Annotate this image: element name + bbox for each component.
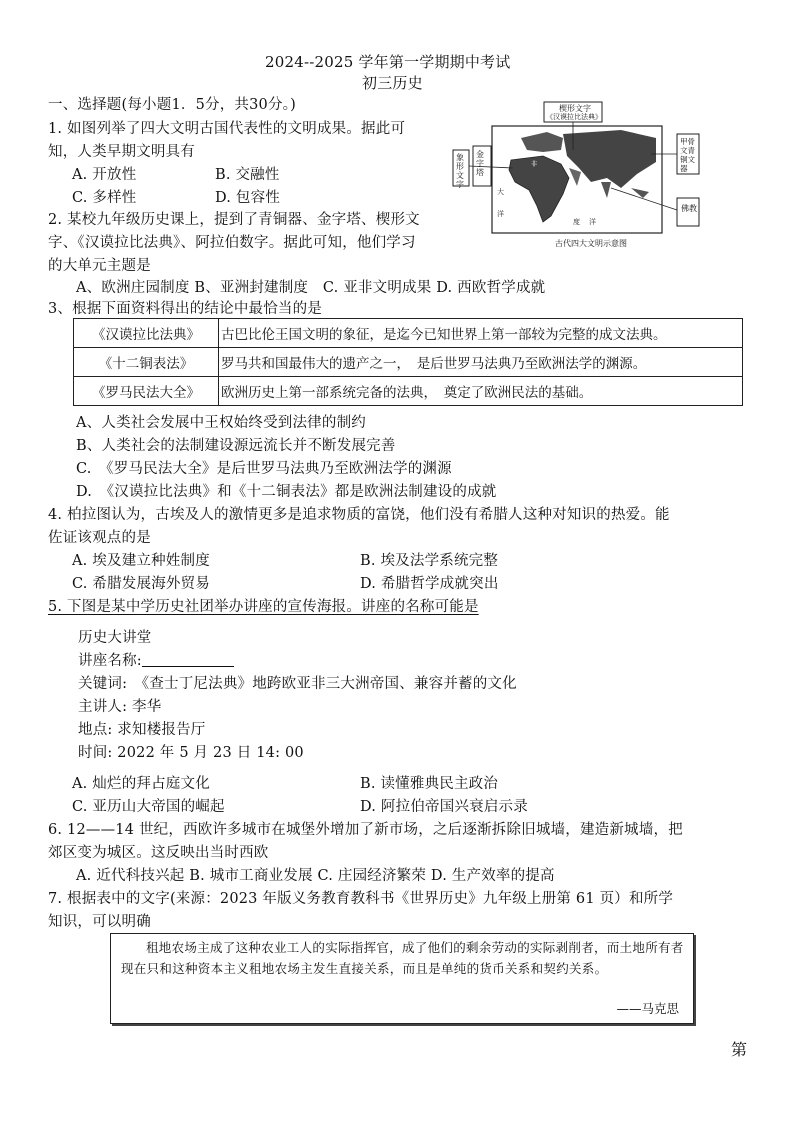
q4-option-b: B. 埃及法学系统完整 — [360, 553, 499, 569]
q1-option-a: A. 开放性 — [72, 167, 137, 183]
page-mark: 第 — [731, 1040, 748, 1059]
q3-stem: 3、根据下面资料得出的结论中最恰当的是 — [48, 301, 323, 317]
table-row — [74, 348, 743, 377]
q5-option-c: C. 亚历山大帝国的崛起 — [72, 799, 225, 815]
table-row — [74, 377, 743, 406]
q4-option-c: C. 希腊发展海外贸易 — [72, 576, 210, 592]
q5-option-a: A. 灿烂的拜占庭文化 — [72, 776, 210, 792]
table-row — [74, 319, 743, 348]
q4-line2: 佐证该观点的是 — [48, 530, 151, 546]
svg-text:大: 大 — [497, 188, 504, 196]
map-label-buddhism: 佛教 — [681, 204, 697, 213]
q2-line1: 2. 某校九年级历史课上，提到了青铜器、金字塔、楔形文 — [48, 212, 420, 228]
q1-option-b: B. 交融性 — [215, 167, 280, 183]
law-desc: 欧洲历史上第一部系统完备的法典， 奠定了欧洲民法的基础。 — [219, 377, 743, 406]
svg-text:洋: 洋 — [497, 210, 504, 218]
law-name: 《罗马民法大全》 — [74, 377, 219, 406]
q4-line1: 4. 柏拉图认为，古埃及人的激情更多是追求物质的富饶，他们没有希腊人这种对知识的热爱。能 — [48, 507, 670, 523]
q7-line1: 7. 根据表中的文字(来源：2023 年版义务教育教科书《世界历史》九年级上册第 61 页）和所学 — [48, 891, 674, 907]
q1-option-c: C. 多样性 — [72, 190, 137, 206]
map-label-hieroglyph: 象形文字 — [456, 153, 464, 189]
quote-source: ——马克思 — [616, 1001, 679, 1016]
q2-line3: 的大单元主题是 — [48, 258, 151, 274]
section-heading: 一、选择题(每小题1．5分，共30分。) — [48, 97, 296, 113]
map-caption: 古代四大文明示意图 — [555, 239, 627, 248]
q3-option-d: D. 《汉谟拉比法典》和《十二铜表法》都是欧洲法制建设的成就 — [76, 484, 497, 500]
q7-line2: 知识，可以明确 — [48, 914, 151, 930]
exam-subject: 初三历史 — [362, 74, 423, 92]
q6-line2: 郊区变为城区。这反映出当时西欧 — [48, 845, 269, 861]
q4-option-a: A. 埃及建立种姓制度 — [72, 553, 210, 569]
q1-option-d: D. 包容性 — [215, 190, 281, 206]
svg-text:洋: 洋 — [589, 218, 596, 226]
laws-table — [73, 318, 743, 406]
q3-option-b: B、人类社会的法制建设源远流长并不断发展完善 — [76, 438, 396, 454]
map-label-cuneiform: 楔形文字 — [559, 104, 591, 113]
q5-option-d: D. 阿拉伯帝国兴衰启示录 — [360, 799, 528, 815]
law-name: 《十二铜表法》 — [74, 348, 219, 377]
exam-title: 2024--2025 学年第一学期期中考试 — [265, 53, 511, 71]
marx-quote-box — [110, 933, 694, 1024]
poster-name-row — [78, 651, 234, 671]
world-map-figure — [451, 98, 701, 258]
map-label-hammurabi: 《汉谟拉比法典》 — [546, 113, 602, 121]
q6-line1: 6. 12——14 世纪，西欧许多城市在城堡外增加了新市场，之后逐渐拆除旧城墙，建造新城墙，把 — [48, 822, 683, 838]
q1-line1: 1. 如图列举了四大文明古国代表性的文明成果。据此可 — [48, 121, 406, 137]
q2-line2: 字、《汉谟拉比法典》、阿拉伯数字。据此可知，他们学习 — [48, 235, 416, 251]
poster-name-label: 讲座名称: — [78, 653, 142, 669]
q5-option-b: B. 读懂雅典民主政治 — [360, 776, 499, 792]
ancient-civilizations-map — [451, 98, 701, 258]
poster-name-blank — [142, 652, 234, 667]
poster-title: 历史大讲堂 — [78, 630, 152, 646]
map-label-oracle-bronze: 甲骨文青铜文器 — [680, 137, 695, 173]
q5-stem: 5. 下图是某中学历史社团举办讲座的宣传海报。讲座的名称可能是 — [48, 599, 479, 615]
poster-place: 地点: 求知楼报告厅 — [78, 722, 206, 738]
law-desc: 古巴比伦王国文明的象征，是迄今已知世界上第一部较为完整的成文法典。 — [219, 319, 743, 348]
q6-options: A. 近代科技兴起 B. 城市工商业发展 C. 庄园经济繁荣 D. 生产效率的提高 — [76, 868, 555, 884]
q4-option-d: D. 希腊哲学成就突出 — [360, 576, 499, 592]
q1-line2: 知，人类早期文明具有 — [48, 144, 195, 160]
poster-speaker: 主讲人: 李华 — [78, 699, 162, 715]
law-name: 《汉谟拉比法典》 — [74, 319, 219, 348]
poster-time: 时间: 2022 年 5 月 23 日 14: 00 — [78, 745, 304, 761]
law-desc: 罗马共和国最伟大的遗产之一， 是后世罗马法典乃至欧洲法学的渊源。 — [219, 348, 743, 377]
map-label-pyramid: 金字塔 — [476, 150, 484, 177]
svg-text:非: 非 — [531, 161, 538, 168]
poster-keywords: 关键词: 《查士丁尼法典》地跨欧亚非三大洲帝国、兼容并蓄的文化 — [78, 676, 517, 692]
svg-text:度: 度 — [573, 218, 580, 226]
q3-option-c: C. 《罗马民法大全》是后世罗马法典乃至欧洲法学的渊源 — [76, 461, 452, 477]
q2-options: A、欧洲庄园制度 B、亚洲封建制度 C. 亚非文明成果 D. 西欧哲学成就 — [76, 280, 546, 296]
quote-text: 租地农场主成了这种农业工人的实际指挥官，成了他们的剩余劳动的实际剥削者，而土地所有者现在只和这种资本主义租地农场主发生直接关系，而且是单纯的货币关系和契约关系。 — [121, 940, 684, 976]
q3-option-a: A、人类社会发展中王权始终受到法律的制约 — [76, 415, 366, 431]
